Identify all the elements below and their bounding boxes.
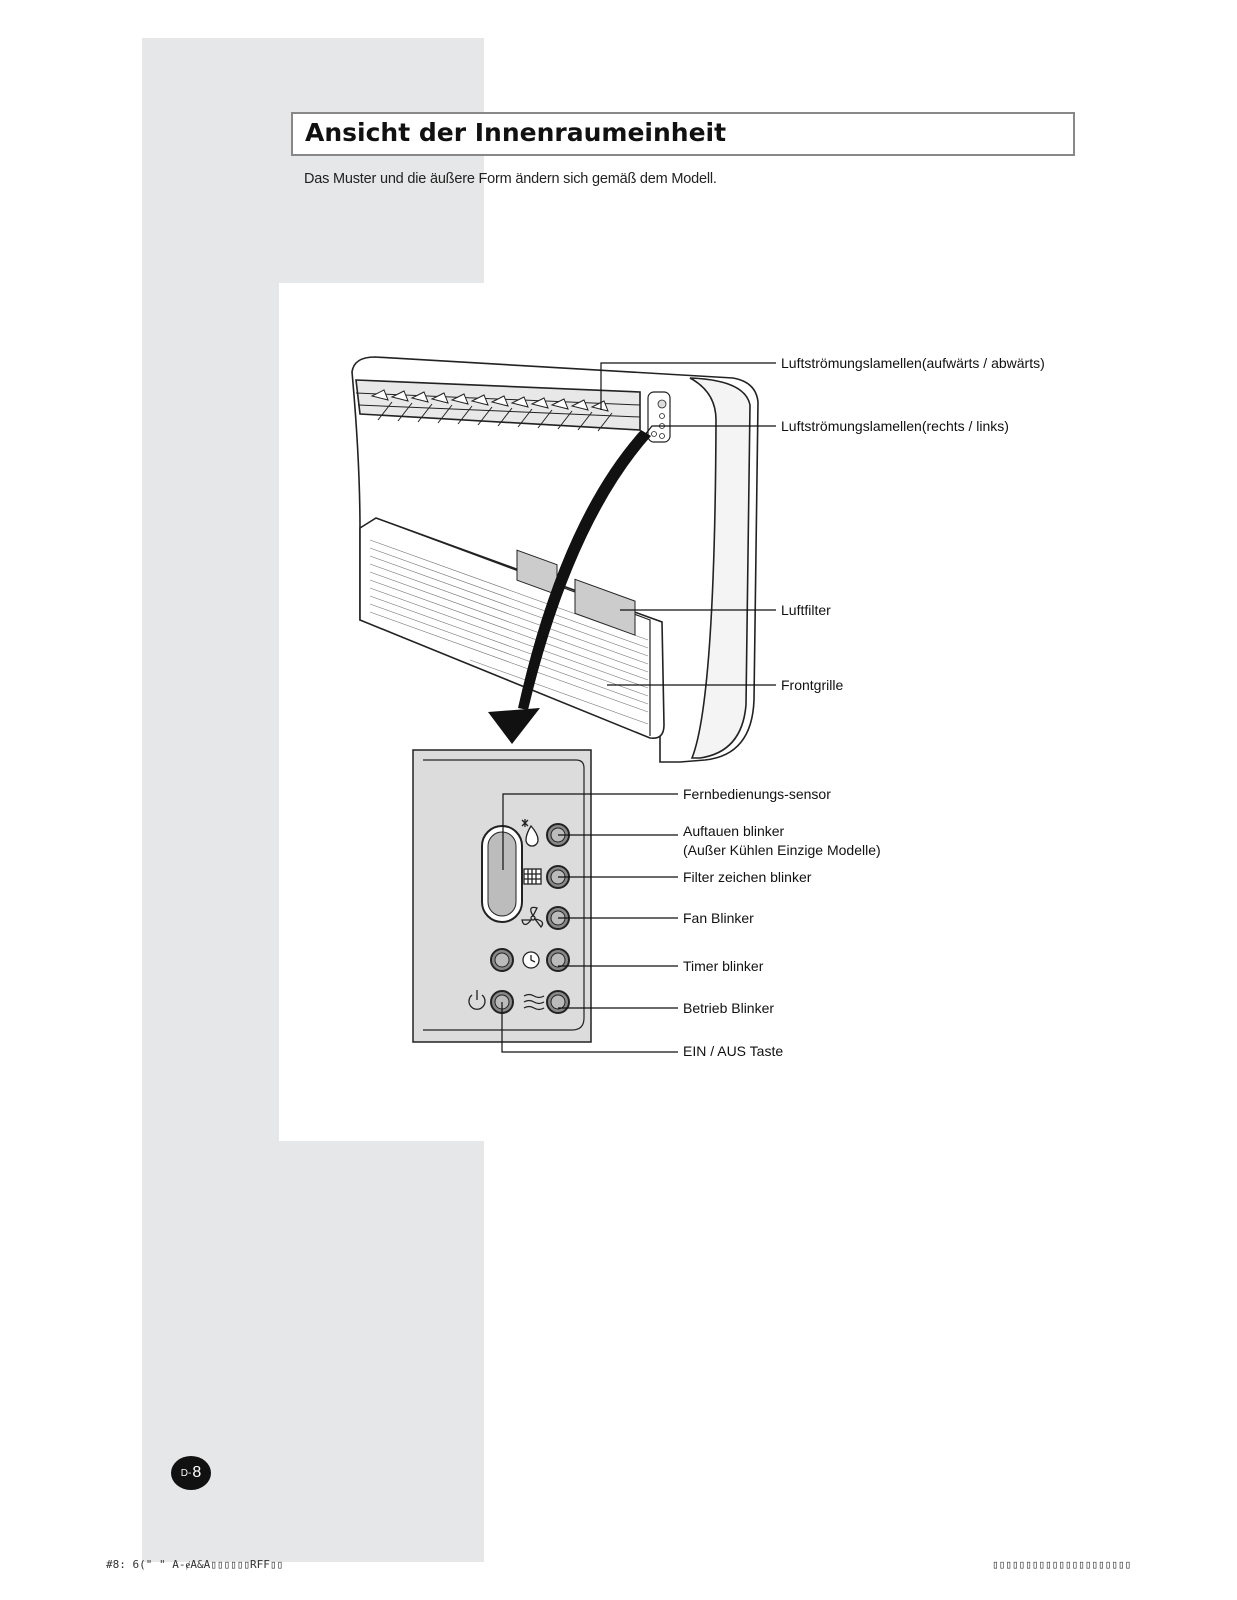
label-fan: Fan Blinker [683,910,754,926]
label-timer: Timer blinker [683,958,764,974]
label-defrost-note: (Außer Kühlen Einzige Modelle) [683,842,881,858]
timer-icon [523,952,539,968]
footer-left: #8: 6(" " A-ɇA&A▯▯▯▯▯▯RFF▯▯ [106,1558,284,1571]
filter-icon [524,869,541,884]
label-air-filter: Luftfilter [781,602,831,618]
label-operation: Betrieb Blinker [683,1000,775,1016]
label-front-grille: Frontgrille [781,677,844,693]
page-title: Ansicht der Innenraumeinheit [305,118,727,147]
page-prefix: D- [180,1467,192,1479]
footer-right: ▯▯▯▯▯▯▯▯▯▯▯▯▯▯▯▯▯▯▯▯▯ [992,1558,1132,1571]
label-louver-leftright: Luftströmungslamellen(rechts / links) [781,418,1009,434]
page-number-badge [171,1456,211,1490]
label-defrost: Auftauen blinker [683,823,785,839]
label-louver-updown: Luftströmungslamellen(aufwärts / abwärts) [781,355,1045,371]
label-power-button: EIN / AUS Taste [683,1043,784,1059]
label-remote-sensor: Fernbedienungs-sensor [683,786,831,802]
label-filter: Filter zeichen blinker [683,869,812,885]
page-number: 8 [192,1464,202,1481]
subtitle: Das Muster und die äußere Form ändern sich gemäß dem Modell. [304,171,717,187]
indoor-unit-illustration [352,357,758,762]
